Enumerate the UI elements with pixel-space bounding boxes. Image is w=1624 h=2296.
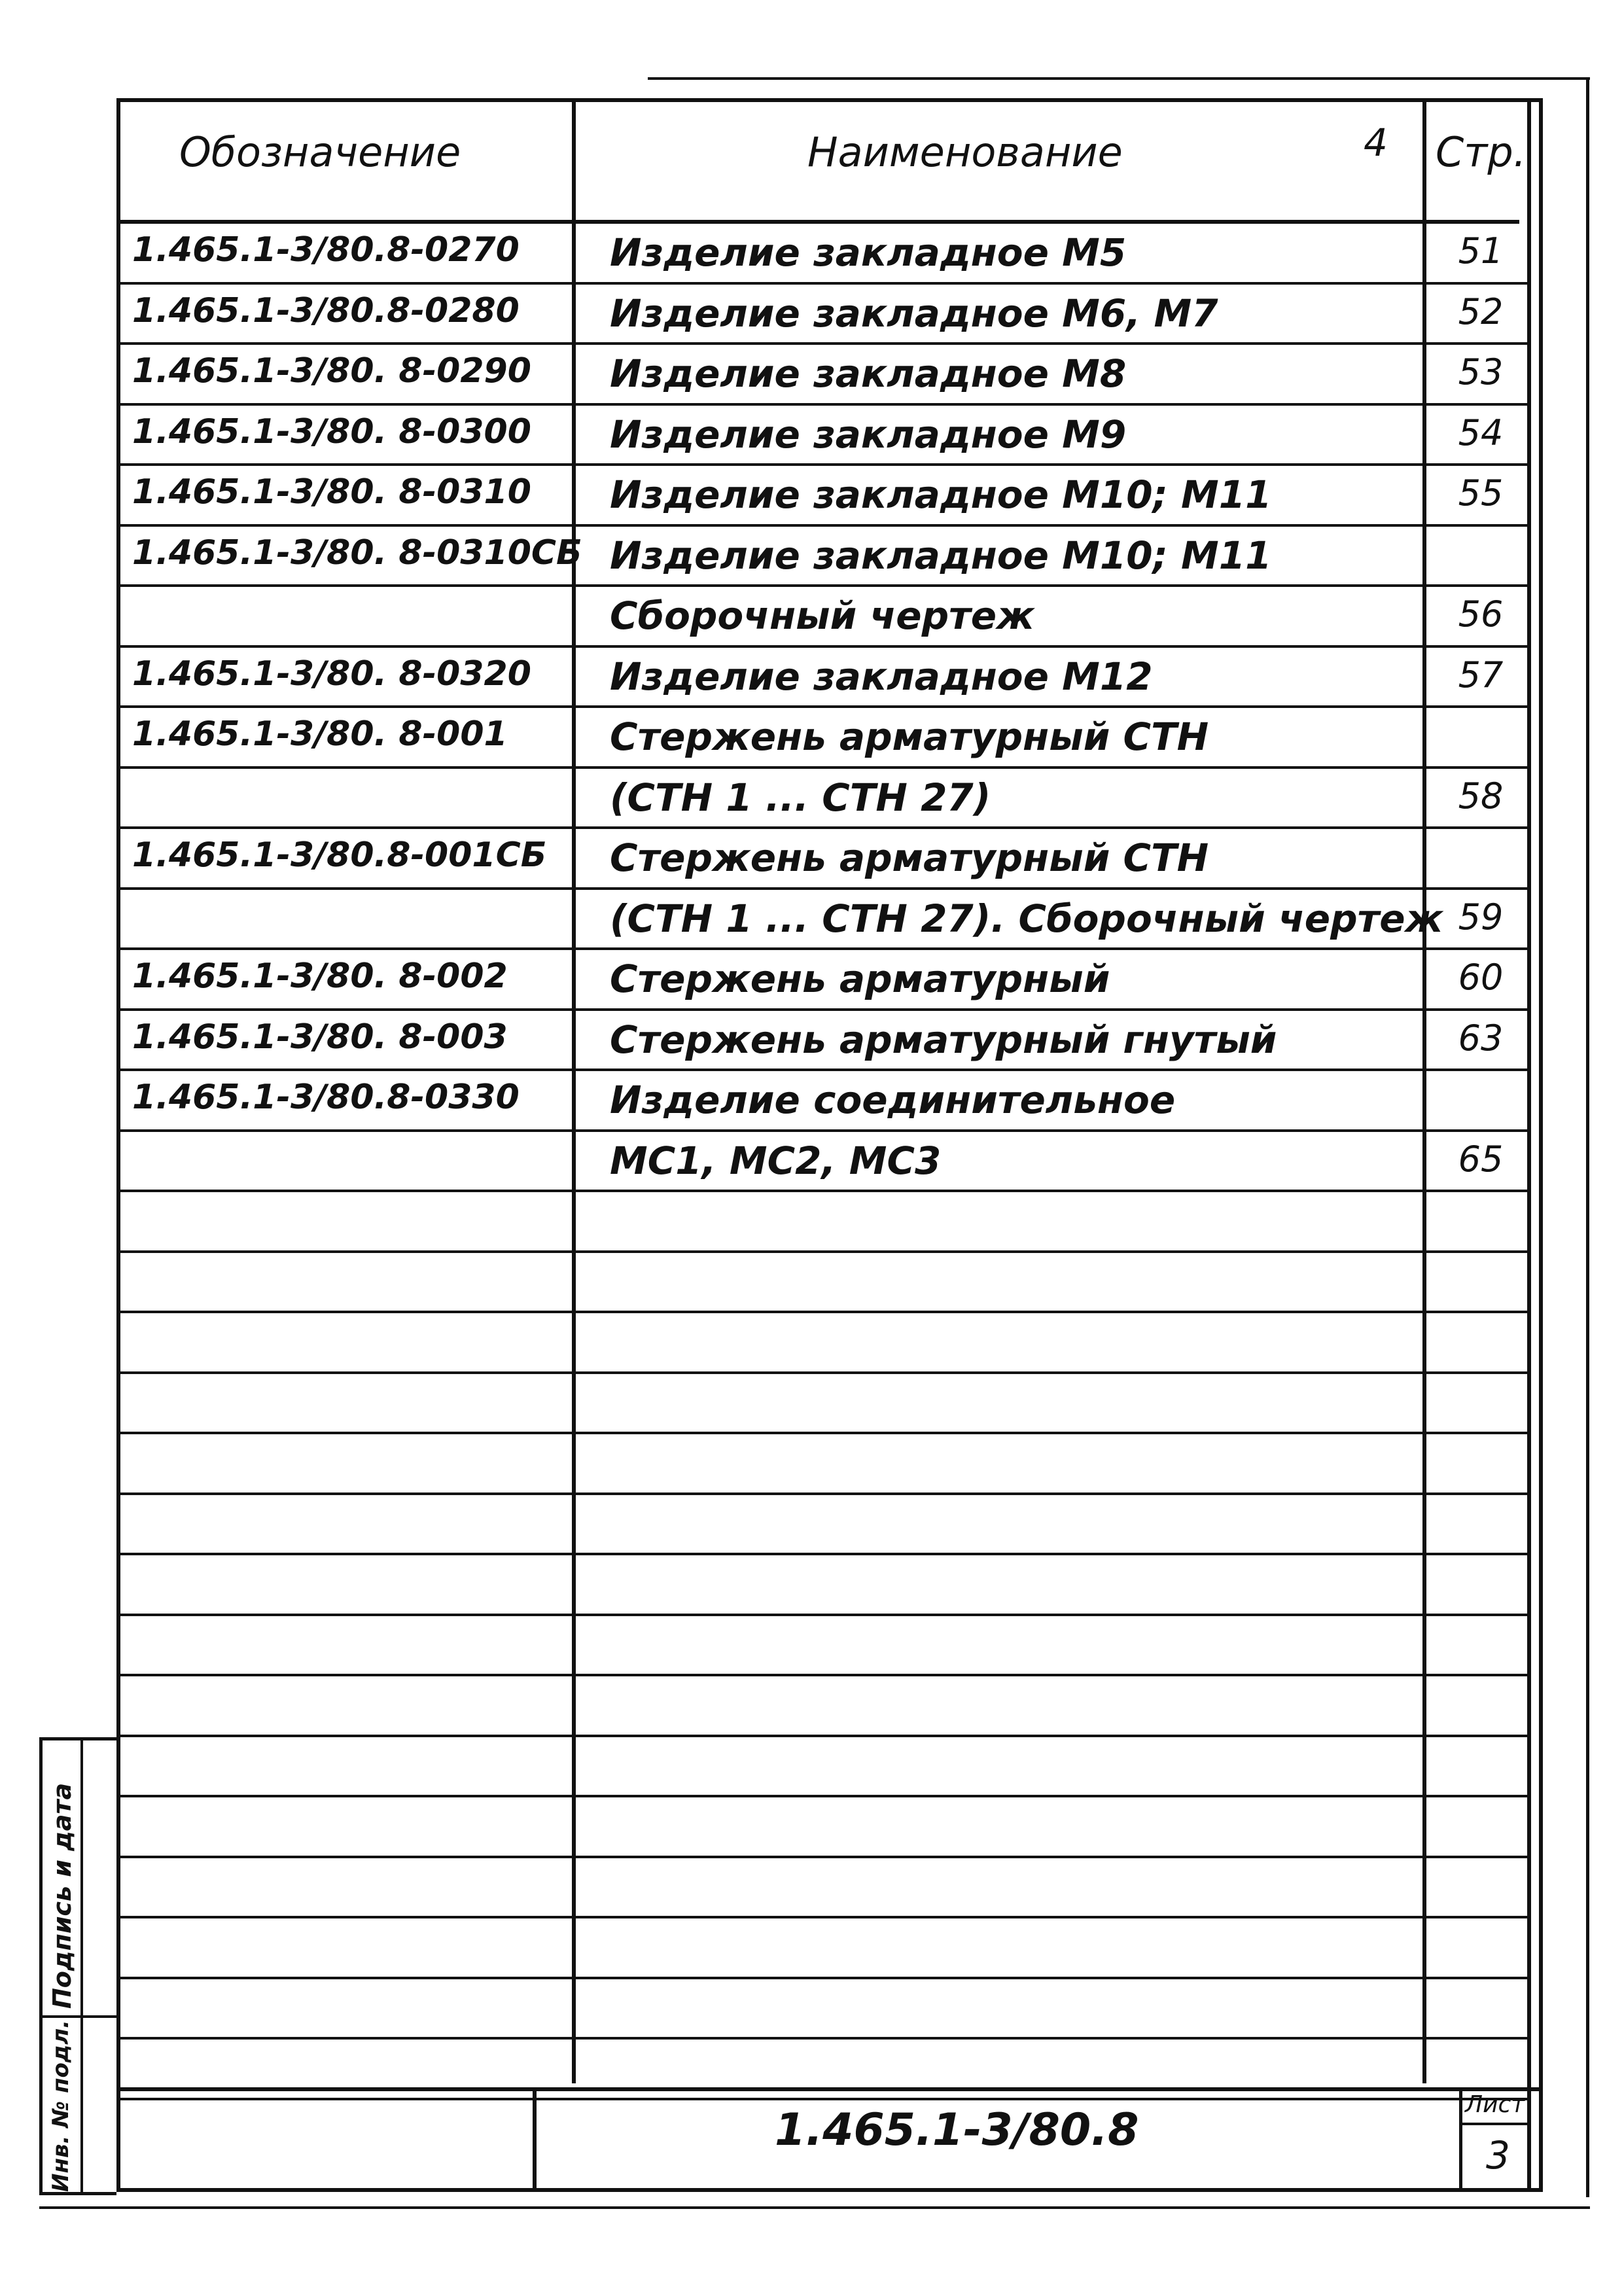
row-name: Стержень арматурный СТН: [610, 715, 1209, 759]
table-row: [120, 403, 1527, 464]
side-stamp-hline: [43, 2015, 116, 2018]
sheet-number: 3: [1486, 2133, 1510, 2178]
table-row: [120, 1916, 1527, 1977]
table-row: [120, 1492, 1527, 1553]
row-code: 1.465.1-3/80. 8-0310: [132, 472, 531, 512]
row-name: Изделие соединительное: [610, 1078, 1176, 1122]
table-row: [120, 1250, 1527, 1311]
document-code: 1.465.1-3/80.8: [775, 2104, 1139, 2156]
row-code: 1.465.1-3/80.8-001СБ: [132, 836, 547, 875]
row-code: 1.465.1-3/80. 8-003: [132, 1017, 508, 1057]
table-row: [120, 282, 1527, 343]
row-name: Стержень арматурный: [610, 957, 1110, 1001]
row-name: Стержень арматурный СТН: [610, 836, 1209, 880]
row-name: Изделие закладное М6, М7: [610, 291, 1218, 336]
row-code: 1.465.1-3/80.8-0270: [132, 230, 520, 270]
side-stamp-inventory-no: Инв. № подл.: [48, 2019, 74, 2192]
row-page: 65: [1458, 1138, 1504, 1180]
header-name: Наименование: [807, 128, 1123, 176]
side-stamp: [39, 1737, 116, 2195]
title-block-divider: [533, 2087, 537, 2188]
row-page: 53: [1458, 351, 1504, 393]
row-code: 1.465.1-3/80. 8-0320: [132, 654, 531, 694]
table-row: [120, 1069, 1527, 1129]
row-page: 55: [1458, 472, 1504, 514]
table-row: [120, 826, 1527, 887]
row-code: 1.465.1-3/80. 8-002: [132, 957, 508, 996]
table-row: [120, 1674, 1527, 1735]
row-code: 1.465.1-3/80. 8-0300: [132, 412, 531, 451]
sheet-label-line: [1462, 2123, 1530, 2125]
row-code: 1.465.1-3/80.8-0280: [132, 291, 520, 330]
row-name: Изделие закладное М10; М11: [610, 472, 1272, 517]
row-code: 1.465.1-3/80. 8-0290: [132, 351, 531, 391]
table-row: [120, 342, 1527, 403]
row-name: Изделие закладное М8: [610, 351, 1127, 396]
row-name: (СТН 1 ... СТН 27). Сборочный чертеж: [610, 896, 1443, 941]
table-row: [120, 947, 1527, 1008]
header-designation: Обозначение: [179, 128, 461, 176]
table-row: [120, 1735, 1527, 1795]
row-name: (СТН 1 ... СТН 27): [610, 775, 991, 820]
table-row: [120, 1371, 1527, 1432]
row-name: Изделие закладное М12: [610, 654, 1153, 699]
table-row: [120, 524, 1527, 585]
table-row: [120, 705, 1527, 766]
row-name: Сборочный чертеж: [610, 593, 1034, 638]
row-page: 60: [1458, 957, 1504, 998]
table-row: [120, 584, 1527, 645]
table-row: [120, 1129, 1527, 1190]
table-row: [120, 766, 1527, 827]
table-row: [120, 1614, 1527, 1674]
row-code: 1.465.1-3/80. 8-0310СБ: [132, 533, 582, 573]
header-corner-mark: 4: [1364, 120, 1388, 165]
side-stamp-signature-date: Подпись и дата: [48, 1782, 77, 2009]
outer-edge-right: [1586, 77, 1589, 2197]
row-name: Изделие закладное М5: [610, 230, 1127, 275]
table-row: [120, 1008, 1527, 1069]
table-row: [120, 1977, 1527, 2038]
table-row: [120, 1553, 1527, 1614]
row-page: 51: [1458, 230, 1504, 272]
sheet-label: Лист: [1465, 2091, 1525, 2118]
row-page: 56: [1458, 593, 1504, 635]
outer-edge-top: [648, 77, 1590, 80]
row-name: Изделие закладное М10; М11: [610, 533, 1272, 578]
row-code: 1.465.1-3/80. 8-001: [132, 715, 508, 754]
header-page: Стр.: [1436, 128, 1527, 176]
row-page: 52: [1458, 291, 1504, 332]
outer-edge-bottom: [39, 2206, 1590, 2209]
col-divider-3: [1527, 102, 1531, 2188]
row-name: Стержень арматурный гнутый: [610, 1017, 1277, 1062]
table-row: [120, 1432, 1527, 1492]
table-row: [120, 221, 1527, 282]
table-row: [120, 1190, 1527, 1250]
row-line: [120, 2098, 1527, 2100]
side-stamp-divider: [80, 1740, 83, 2192]
row-page: 54: [1458, 412, 1504, 453]
row-page: 63: [1458, 1017, 1504, 1059]
row-name: МС1, МС2, МС3: [610, 1138, 942, 1183]
spec-table: [116, 98, 1543, 2192]
table-row: [120, 887, 1527, 948]
table-row: [120, 645, 1527, 706]
row-code: 1.465.1-3/80.8-0330: [132, 1078, 520, 1117]
row-name: Изделие закладное М9: [610, 412, 1127, 457]
table-row: [120, 1795, 1527, 1856]
table-row: [120, 463, 1527, 524]
row-page: 59: [1458, 896, 1504, 938]
row-page: 58: [1458, 775, 1504, 817]
table-row: [120, 1311, 1527, 1371]
row-page: 57: [1458, 654, 1504, 696]
sheet-box: [1459, 2087, 1530, 2188]
table-row: [120, 1856, 1527, 1916]
title-block-top: [120, 2087, 1539, 2091]
